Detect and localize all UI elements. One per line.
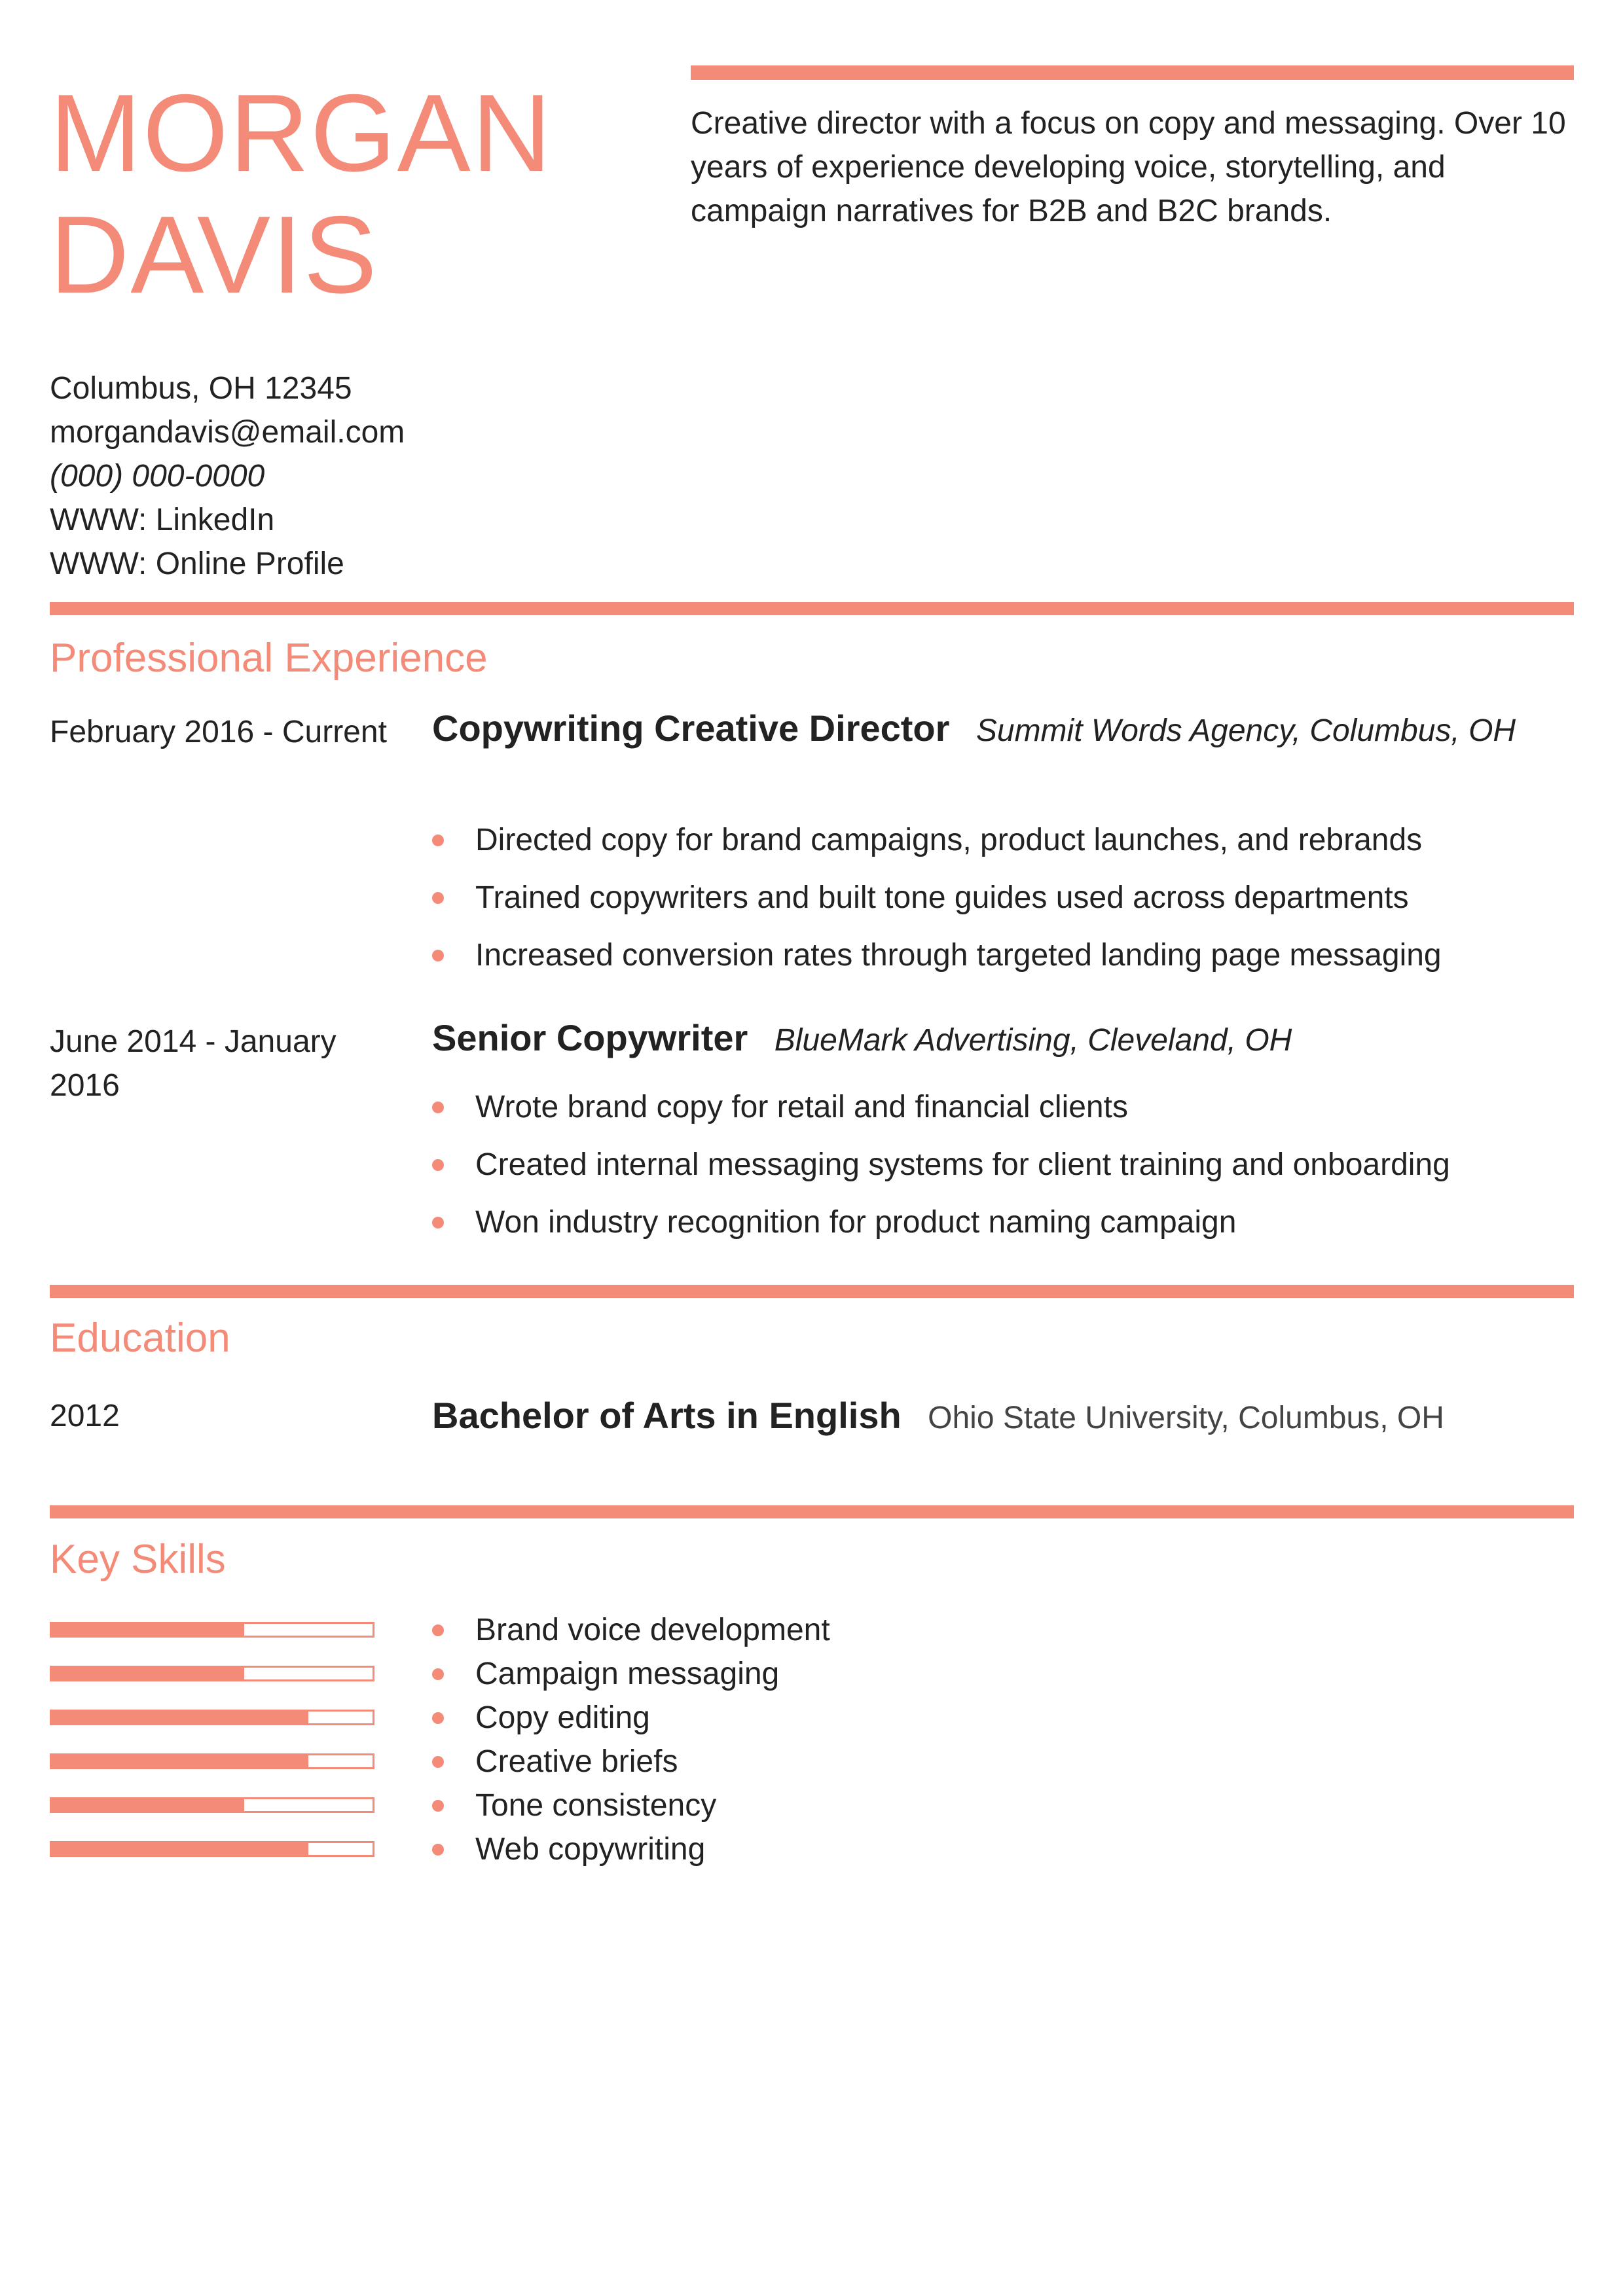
skill-level-bar [50, 1841, 374, 1857]
job-organization: Summit Words Agency, Columbus, OH [976, 713, 1516, 748]
contact-block [50, 367, 405, 586]
bullet-icon [432, 1668, 444, 1680]
skills-list [432, 1608, 830, 1871]
bullet-icon [432, 1800, 444, 1812]
section-divider [50, 602, 1574, 615]
skill-level-fill [52, 1712, 308, 1723]
skill-level-bars [50, 1622, 374, 1885]
list-item: Directed copy for brand campaigns, product launches, and rebrands [432, 812, 1442, 869]
list-item: Won industry recognition for product naming campaign [432, 1194, 1450, 1251]
bullet-icon [432, 1844, 444, 1856]
bullet-icon [432, 1756, 444, 1768]
contact-linkedin-link[interactable]: WWW: LinkedIn [50, 503, 275, 537]
last-name: DAVIS [50, 193, 378, 316]
bullet-icon [432, 892, 444, 904]
list-item: Increased conversion rates through targeted landing page messaging [432, 927, 1442, 984]
contact-email[interactable]: morgandavis@email.com [50, 415, 405, 450]
education-year: 2012 [50, 1399, 120, 1433]
degree-title: Bachelor of Arts in English [432, 1395, 902, 1436]
list-item [432, 1827, 830, 1871]
skill-label: Copy editing [475, 1700, 650, 1735]
section-divider [50, 1285, 1574, 1298]
bullet-icon [432, 1712, 444, 1724]
first-name: MORGAN [50, 71, 553, 194]
skills-section-title: Key Skills [50, 1537, 226, 1582]
skill-label: Tone consistency [475, 1788, 717, 1823]
contact-profile-link[interactable]: WWW: Online Profile [50, 547, 344, 581]
bullet-icon [432, 834, 444, 846]
job-title: Copywriting Creative Director [432, 708, 950, 749]
list-item: Trained copywriters and built tone guides used across departments [432, 869, 1442, 927]
list-item [432, 1696, 830, 1740]
skill-level-fill [52, 1799, 244, 1811]
skill-label: Brand voice development [475, 1613, 830, 1647]
job-title: Senior Copywriter [432, 1017, 748, 1058]
list-item [432, 1784, 830, 1827]
contact-address: Columbus, OH 12345 [50, 371, 352, 406]
job-bullets [432, 812, 1442, 984]
experience-section-title: Professional Experience [50, 636, 488, 681]
skill-level-bar [50, 1622, 374, 1638]
skill-label: Creative briefs [475, 1744, 678, 1779]
list-item [432, 1740, 830, 1784]
job-dates: June 2014 - January 2016 [50, 1024, 337, 1103]
list-item: Wrote brand copy for retail and financial clients [432, 1079, 1450, 1136]
bullet-icon [432, 1624, 444, 1636]
skill-level-fill [52, 1843, 308, 1855]
education-section-title: Education [50, 1316, 230, 1361]
skill-level-bar [50, 1710, 374, 1725]
contact-phone: (000) 000-0000 [50, 459, 265, 493]
bullet-icon [432, 1102, 444, 1113]
skill-label: Web copywriting [475, 1832, 706, 1867]
education-header [432, 1394, 1444, 1437]
job-header [432, 1016, 1292, 1059]
candidate-name [50, 72, 553, 315]
school-name: Ohio State University, Columbus, OH [928, 1401, 1444, 1435]
skill-level-bar [50, 1797, 374, 1813]
skill-label: Campaign messaging [475, 1657, 780, 1691]
skill-level-bar [50, 1666, 374, 1681]
job-dates: February 2016 - Current [50, 715, 387, 749]
header-accent-bar [691, 65, 1574, 80]
list-item [432, 1652, 830, 1696]
bullet-icon [432, 1217, 444, 1229]
job-header [432, 707, 1516, 749]
profile-summary: Creative director with a focus on copy and messaging. Over 10 years of experience developing voice, storytelling, and campaign narratives for B2B and B2C brands. [691, 106, 1566, 228]
skill-level-fill [52, 1668, 244, 1679]
list-item [432, 1608, 830, 1652]
job-bullets [432, 1079, 1450, 1251]
list-item: Created internal messaging systems for client training and onboarding [432, 1136, 1450, 1194]
skill-level-fill [52, 1755, 308, 1767]
bullet-icon [432, 950, 444, 961]
skill-level-fill [52, 1624, 244, 1636]
section-divider [50, 1505, 1574, 1518]
skill-level-bar [50, 1753, 374, 1769]
job-organization: BlueMark Advertising, Cleveland, OH [774, 1023, 1292, 1058]
bullet-icon [432, 1159, 444, 1171]
